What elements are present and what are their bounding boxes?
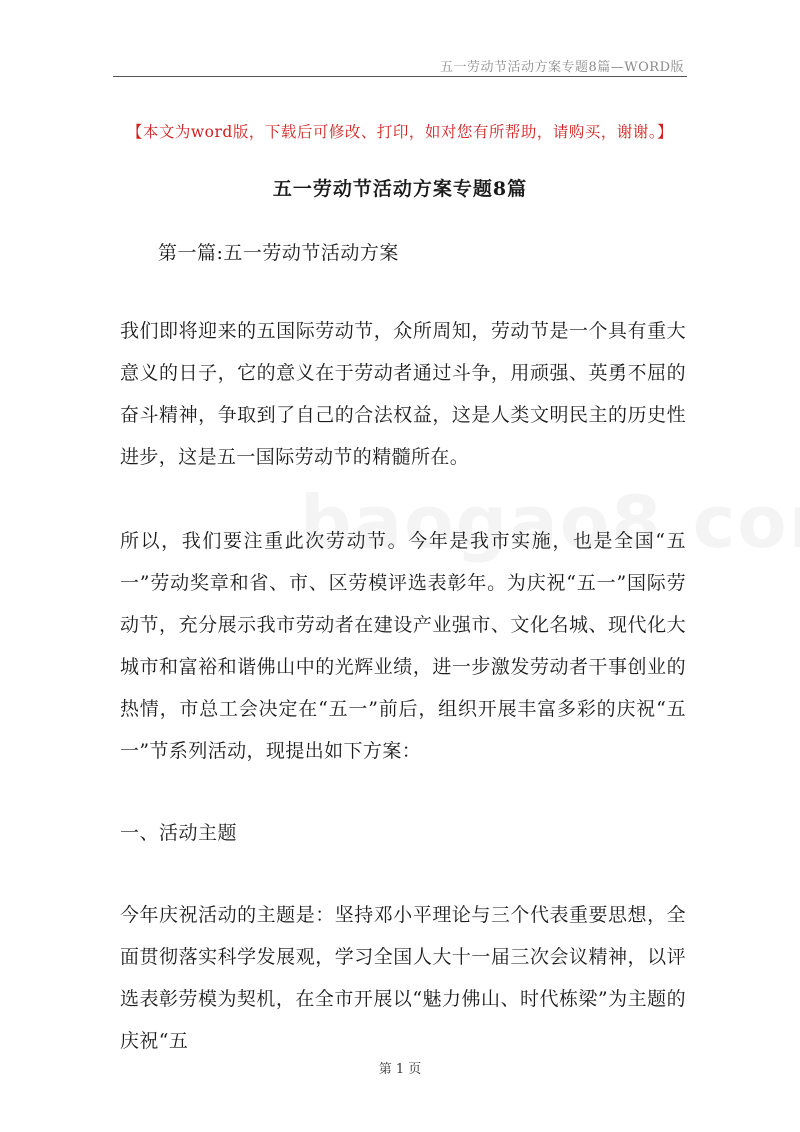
header-divider [113, 76, 687, 77]
page-number: 第 1 页 [378, 1062, 422, 1077]
section-heading-theme: 一、活动主题 [120, 822, 238, 844]
download-notice: 【本文为word版，下载后可修改、打印，如对您有所帮助，请购买，谢谢。】 [126, 123, 674, 141]
paragraph-purpose: 所以，我们要注重此次劳动节。今年是我市实施，也是全国“五一”劳动奖章和省、市、区劳模评选表彰年。为庆祝“五一”国际劳动节，充分展示我市劳动者在建设产业强市、文化名城、现代化大城市和富裕和谐佛山中的光辉业绩，进一步激发劳动者干事创业的热情，市总工会决定在“五一”前后，组织开展丰富多彩的庆祝“五一”节系列活动，现提出如下方案： [120, 530, 686, 762]
chapter-heading: 第一篇:五一劳动节活动方案 [158, 242, 399, 264]
running-header: 五一劳动节活动方案专题8篇—WORD版 [439, 60, 684, 75]
document-title: 五一劳动节活动方案专题8篇 [272, 178, 528, 200]
paragraph-theme: 今年庆祝活动的主题是：坚持邓小平理论与三个代表重要思想，全面贯彻落实科学发展观，学习全国人大十一届三次会议精神，以评选表彰劳模为契机，在全市开展以“魅力佛山、时代栋梁”为主题的庆祝“五 [120, 904, 686, 1052]
paragraph-intro: 我们即将迎来的五国际劳动节，众所周知，劳动节是一个具有重大意义的日子，它的意义在于劳动者通过斗争，用顽强、英勇不屈的奋斗精神，争取到了自己的合法权益，这是人类文明民主的历史性进步，这是五一国际劳动节的精髓所在。 [120, 320, 686, 468]
